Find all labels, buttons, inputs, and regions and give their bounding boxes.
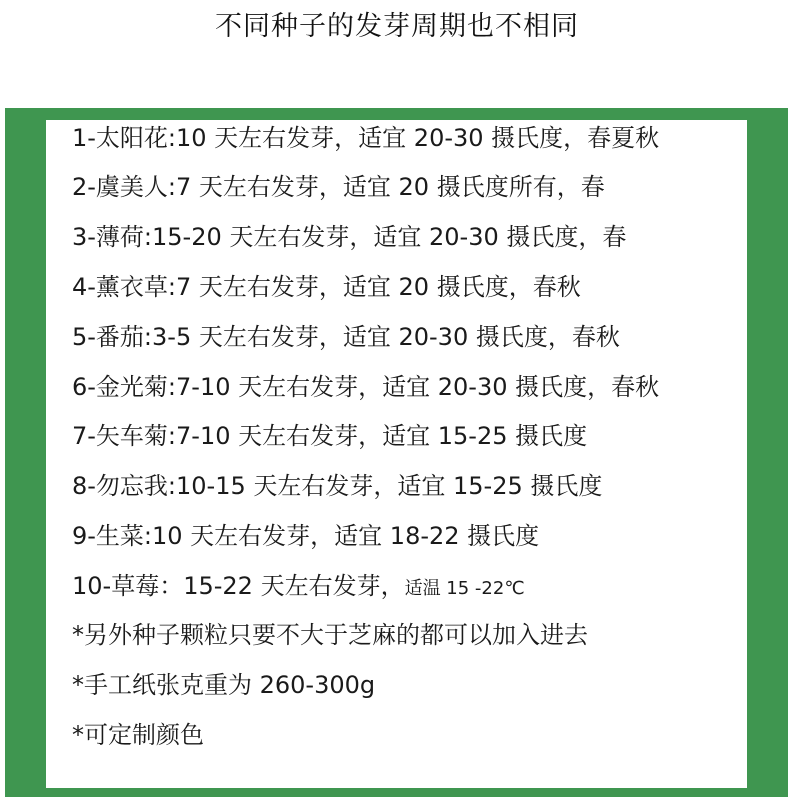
seed-line-7: 7-矢车菊:7-10 天左右发芽，适宜 15-25 摄氏度 (72, 422, 588, 450)
seed-line-8: 8-勿忘我:10-15 天左右发芽，适宜 15-25 摄氏度 (72, 472, 603, 500)
seed-line-4: 4-薰衣草:7 天左右发芽，适宜 20 摄氏度，春秋 (72, 273, 581, 301)
info-panel (46, 120, 747, 788)
page-title: 不同种子的发芽周期也不相同 (215, 11, 579, 42)
note-paper-weight: *手工纸张克重为 260-300g (72, 671, 376, 699)
seed-line-1: 1-太阳花:10 天左右发芽，适宜 20-30 摄氏度，春夏秋 (72, 124, 660, 152)
note-custom-color: *可定制颜色 (72, 721, 204, 749)
seed-line-3: 3-薄荷:15-20 天左右发芽，适宜 20-30 摄氏度，春 (72, 223, 627, 251)
seed-line-2: 2-虞美人:7 天左右发芽，适宜 20 摄氏度所有，春 (72, 173, 605, 201)
seed-line-10-main: 10-草莓：15-22 天左右发芽， (72, 572, 405, 600)
note-seed-size: *另外种子颗粒只要不大于芝麻的都可以加入进去 (72, 621, 588, 649)
seed-line-10 (72, 571, 525, 604)
seed-line-6: 6-金光菊:7-10 天左右发芽，适宜 20-30 摄氏度，春秋 (72, 373, 660, 401)
seed-line-5: 5-番茄:3-5 天左右发芽，适宜 20-30 摄氏度，春秋 (72, 323, 620, 351)
seed-line-9: 9-生菜:10 天左右发芽，适宜 18-22 摄氏度 (72, 522, 540, 550)
seed-line-10-temp: 适温 15 -22℃ (404, 578, 525, 599)
